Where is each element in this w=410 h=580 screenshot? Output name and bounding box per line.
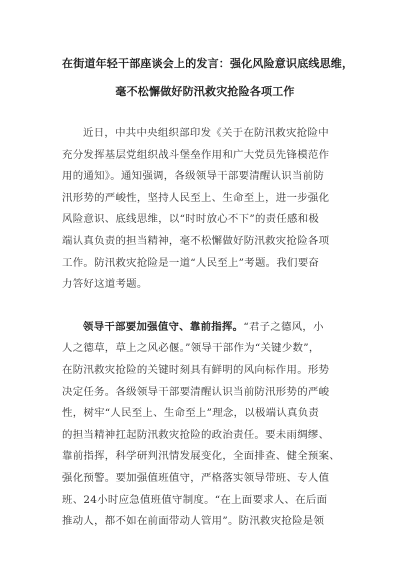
paragraph-intro	[62, 123, 348, 296]
paragraph-line: 用的通知》。通知强调，各级领导干部要清醒认识当前防	[62, 170, 325, 183]
paragraph-leadership	[62, 317, 348, 533]
paragraph-line: 性，树牢“人民至上、生命至上”理念，以极端认真负责	[62, 407, 320, 420]
paragraph-line: 汛形势的严峻性，坚持人民至上、生命至上，进一步强化	[62, 191, 330, 204]
heading-line-rest: “君子之德风，小	[243, 320, 324, 333]
paragraph-line: 近日，中共中央组织部印发《关于在防汛救灾抢险中	[83, 127, 329, 139]
section-heading: 领导干部要加强值守、靠前指挥。	[83, 320, 244, 333]
paragraph-line: 推动人，都不如在前面带动人管用”。防汛救灾抢险是领	[62, 515, 325, 528]
title-line-2: 毫不松懈做好防汛救灾抢险各项工作	[115, 85, 295, 98]
paragraph-line: 班、24小时应急值班值守制度。“在上面要求人、在后面	[62, 493, 328, 506]
paragraph-line: 人之德草，草上之风必偃。”领导干部作为“关键少数”，	[62, 342, 320, 355]
paragraph-line: 靠前指挥，科学研判汛情发展变化，全面排查、健全预案、	[62, 450, 340, 463]
paragraph-line: 在防汛救灾抢险的关键时刻具有鲜明的风向标作用。形势	[62, 363, 330, 376]
paragraph-line: 强化预警。要加强值班值守，严格落实领导带班、专人值	[62, 471, 330, 484]
document-title	[62, 50, 354, 106]
paragraph-line: 力答好这道考题。	[62, 278, 148, 291]
paragraph-line: 充分发挥基层党组织战斗堡垒作用和广大党员先锋模范作	[62, 148, 330, 161]
paragraph-line: 端认真负责的担当精神，毫不松懈做好防汛救灾抢险各项	[62, 234, 330, 247]
title-line-1: 在街道年轻干部座谈会上的发言：强化风险意识底线思维，	[62, 57, 354, 70]
paragraph-first-line	[62, 317, 348, 339]
paragraph-line: 风险意识、底线思维，以“时时放心不下”的责任感和极	[62, 213, 320, 226]
paragraph-line: 的担当精神扛起防汛救灾抢险的政治责任。要未雨绸缪、	[62, 428, 330, 441]
paragraph-line: 决定任务。各级领导干部要清醒认识当前防汛形势的严峻	[62, 385, 330, 398]
paragraph-line: 工作。防汛救灾抢险是一道“人民至上”考题。我们要奋	[62, 256, 320, 269]
